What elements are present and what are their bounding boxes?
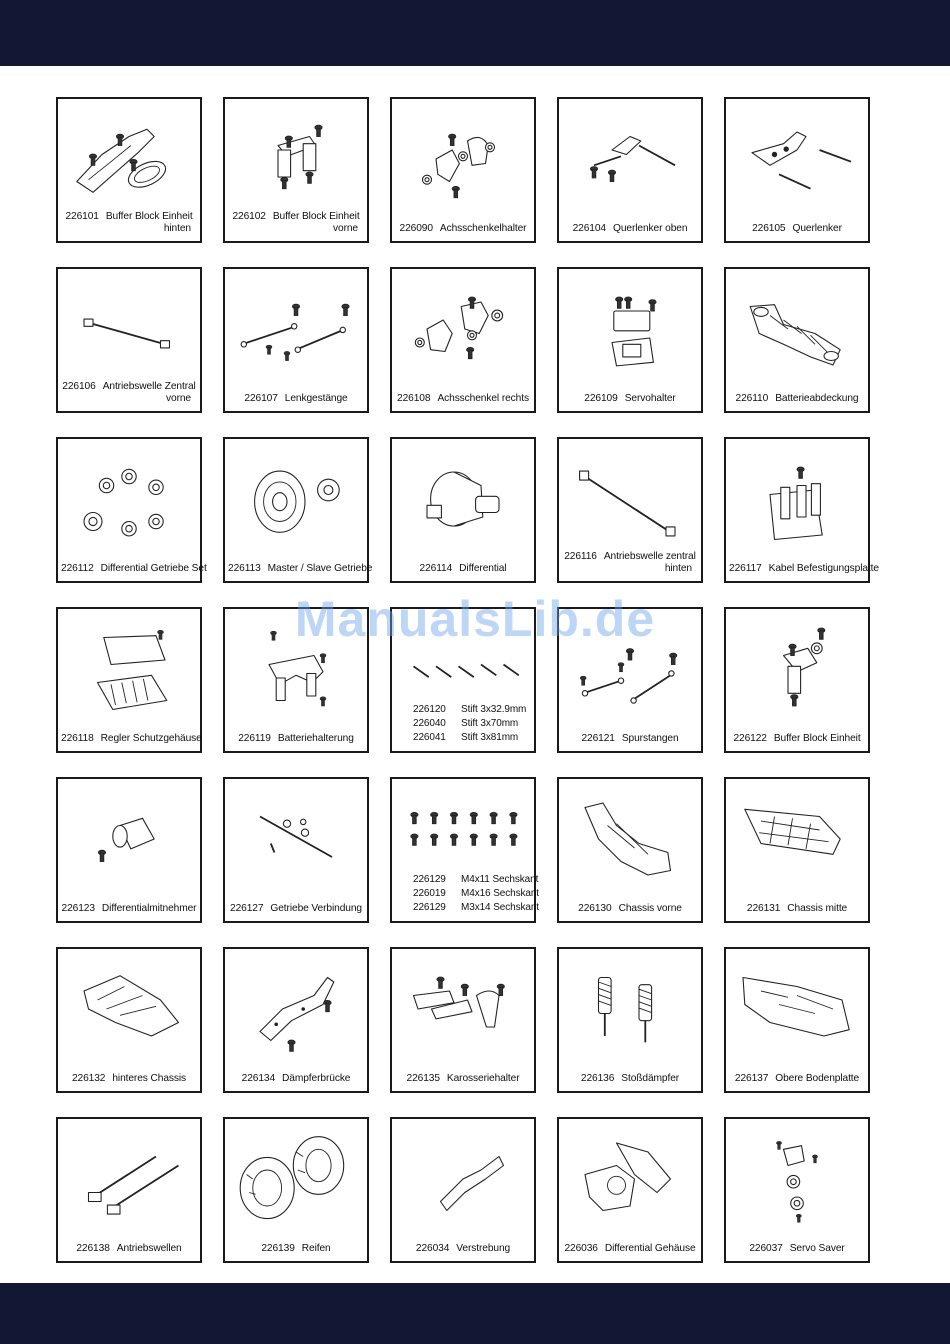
part-line: [562, 393, 698, 405]
part-caption: [228, 1243, 364, 1255]
part-cell: [56, 97, 202, 243]
part-number: 226034: [415, 1243, 450, 1254]
part-cell: [223, 267, 369, 413]
part-cell: [390, 777, 539, 923]
part-line: [228, 563, 373, 575]
diff-outdrive-icon: [66, 787, 192, 891]
steering-links-icon: [233, 277, 359, 381]
part-number: 226107: [244, 393, 278, 404]
part-name: Master / Slave Getriebe: [267, 563, 373, 574]
part-number: 226135: [406, 1073, 440, 1084]
part-line: [61, 1073, 197, 1085]
part-name: Achsschenkel rechts: [437, 393, 529, 404]
body-mounts-icon: [400, 957, 526, 1061]
part-caption: [395, 873, 539, 915]
part-number: 226137: [734, 1073, 769, 1084]
part-line: [61, 1243, 197, 1255]
part-number: 226130: [578, 903, 612, 914]
driveshaft-icon: [66, 277, 192, 381]
battery-holder-icon: [233, 617, 359, 721]
part-line: [228, 393, 364, 405]
part-cell: [390, 267, 536, 413]
part-line: [562, 903, 698, 915]
part-cell: [56, 1117, 202, 1263]
part-line: [562, 223, 698, 235]
part-cell: [223, 947, 369, 1093]
part-line: [395, 901, 539, 915]
upper-arm-icon: [567, 107, 693, 211]
part-number: 226112: [61, 563, 94, 574]
part-name-suffix: hinten: [163, 223, 191, 234]
part-number: 226120: [413, 704, 446, 715]
part-name: Karosseriehalter: [446, 1073, 520, 1084]
tie-rods-icon: [567, 617, 693, 721]
part-number: 226090: [399, 223, 433, 234]
knuckle-holder-icon: [400, 107, 526, 211]
part-cell: [557, 267, 703, 413]
part-caption: [395, 393, 531, 405]
part-name: Kabel Befestigungsplatte: [768, 563, 879, 574]
part-number: 226101: [65, 211, 99, 222]
part-caption: [729, 1073, 865, 1085]
part-name: hinteres Chassis: [112, 1073, 187, 1084]
part-number: 226122: [733, 733, 767, 744]
watermark: ManualsLib.de: [294, 591, 656, 647]
part-line: [61, 903, 197, 915]
part-cell: [223, 1117, 369, 1263]
part-caption: [61, 563, 207, 575]
part-cell: [724, 777, 870, 923]
servo-saver-icon: [734, 1127, 860, 1231]
part-number: 226118: [61, 733, 94, 744]
part-caption: [228, 1073, 364, 1085]
part-name: Buffer Block Einheit: [773, 733, 861, 744]
part-caption: [562, 1243, 698, 1255]
part-number: 226109: [584, 393, 618, 404]
part-cell: [223, 97, 369, 243]
part-caption: [729, 223, 865, 235]
part-number: 226134: [241, 1073, 276, 1084]
part-line: [729, 1073, 865, 1085]
part-caption: [562, 223, 698, 235]
part-number: 226110: [735, 393, 769, 404]
cable-plate-icon: [734, 447, 860, 551]
part-line: [228, 733, 364, 745]
part-line: [395, 717, 531, 731]
part-line: [228, 1073, 364, 1085]
buffer-block-front-icon: [233, 107, 359, 211]
part-caption: [729, 393, 865, 405]
part-cell: [390, 437, 536, 583]
part-name: Buffer Block Einheit: [272, 211, 360, 222]
servo-mount-icon: [567, 277, 693, 381]
part-name: Chassis mitte: [787, 903, 848, 914]
master-slave-gear-icon: [233, 447, 359, 551]
part-number: 226121: [581, 733, 615, 744]
part-line: [562, 1073, 698, 1085]
part-number: 226119: [238, 733, 271, 744]
part-name: Stift 3x70mm: [461, 718, 519, 729]
part-caption: [562, 551, 698, 575]
part-line: [61, 563, 207, 575]
part-line: [228, 903, 364, 915]
buffer-block-icon: [734, 617, 860, 721]
part-line: [395, 1073, 531, 1085]
footer-band: [0, 1283, 950, 1344]
part-cell: [390, 947, 536, 1093]
part-caption: [729, 1243, 865, 1255]
part-name: Differentialmitnehmer: [101, 903, 197, 914]
part-caption: [61, 381, 197, 405]
part-caption: [395, 1073, 531, 1085]
part-name: Obere Bodenplatte: [775, 1073, 860, 1084]
part-name: Antriebswelle zentral: [603, 551, 696, 562]
part-name: Servohalter: [624, 393, 676, 404]
part-number: 226037: [749, 1243, 783, 1254]
part-name: Dämpferbrücke: [282, 1073, 351, 1084]
part-number: 226127: [230, 903, 264, 914]
part-name: Antriebswelle Zentral: [102, 381, 196, 392]
part-cell: [56, 437, 207, 583]
part-caption: [61, 903, 197, 915]
chassis-rear-icon: [66, 957, 192, 1061]
part-line: [729, 563, 879, 575]
part-name: Batteriehalterung: [277, 733, 354, 744]
part-caption: [61, 211, 197, 235]
part-name: M4x16 Sechskant: [461, 888, 539, 899]
part-caption: [562, 733, 698, 745]
part-line: [61, 211, 197, 223]
shock-tower-icon: [233, 957, 359, 1061]
part-name-suffix: vorne: [333, 223, 358, 234]
part-name: Differential Getriebe Set: [100, 563, 207, 574]
part-caption: [228, 211, 364, 235]
parts-grid: [56, 97, 879, 1269]
part-caption: [729, 903, 865, 915]
part-number: 226116: [564, 551, 597, 562]
part-line: [395, 873, 539, 887]
upper-plate-icon: [734, 957, 860, 1061]
part-number: 226132: [71, 1073, 106, 1084]
part-line: [729, 1243, 865, 1255]
part-name-suffix: vorne: [166, 393, 191, 404]
battery-cover-icon: [734, 277, 860, 381]
part-number: 226104: [572, 223, 606, 234]
part-name: Regler Schutzgehäuse: [100, 733, 202, 744]
chassis-front-icon: [567, 787, 693, 891]
differential-icon: [400, 447, 526, 551]
part-cell: [557, 607, 703, 753]
part-name: Verstrebung: [456, 1243, 511, 1254]
part-caption: [228, 393, 364, 405]
part-name: Differential Gehäuse: [604, 1243, 696, 1254]
part-name: Lenkgestänge: [284, 393, 348, 404]
part-line: [729, 903, 865, 915]
part-caption: [562, 1073, 698, 1085]
brace-icon: [400, 1127, 526, 1231]
part-name: Differential: [459, 563, 507, 574]
part-caption: [228, 733, 364, 745]
part-cell: [390, 1117, 536, 1263]
part-caption: [395, 223, 531, 235]
part-name: Stift 3x81mm: [461, 732, 519, 743]
part-name: Achsschenkelhalter: [439, 223, 527, 234]
gear-shaft-icon: [233, 787, 359, 891]
part-number: 226117: [729, 563, 762, 574]
part-caption: [395, 1243, 531, 1255]
driveshaft-rear-icon: [567, 447, 693, 551]
part-line: [729, 393, 865, 405]
part-name: Getriebe Verbindung: [270, 903, 362, 914]
part-line: [228, 211, 364, 223]
part-number: 226114: [419, 563, 453, 574]
diff-gear-set-icon: [66, 447, 192, 551]
part-number: 226019: [413, 888, 446, 899]
part-line: [729, 223, 865, 235]
tires-icon: [233, 1127, 359, 1231]
part-name: Querlenker: [792, 223, 842, 234]
part-name: Antriebswellen: [116, 1243, 182, 1254]
part-cell: [56, 267, 202, 413]
part-line: [395, 887, 539, 901]
part-caption: [61, 1073, 197, 1085]
part-name: Reifen: [301, 1243, 331, 1254]
part-number: 226123: [61, 903, 95, 914]
part-cell: [557, 947, 703, 1093]
part-number: 226131: [746, 903, 781, 914]
part-name: Chassis vorne: [618, 903, 682, 914]
part-name: Servo Saver: [789, 1243, 845, 1254]
part-number: 226136: [580, 1073, 615, 1084]
part-caption: [61, 733, 202, 745]
part-caption: [562, 393, 698, 405]
part-cell: [724, 607, 870, 753]
knuckle-right-icon: [400, 277, 526, 381]
part-line: [729, 733, 865, 745]
part-number: 226129: [413, 874, 446, 885]
part-number: 226138: [76, 1243, 110, 1254]
buffer-block-rear-icon: [66, 107, 192, 211]
part-name: Batterieabdeckung: [775, 393, 859, 404]
part-name: Stift 3x32.9mm: [461, 704, 527, 715]
part-number: 226102: [232, 211, 266, 222]
part-line: [395, 703, 531, 717]
chassis-middle-icon: [734, 787, 860, 891]
part-caption: [562, 903, 698, 915]
part-number: 226036: [564, 1243, 598, 1254]
part-name: Stoßdämpfer: [621, 1073, 680, 1084]
part-cell: [557, 1117, 703, 1263]
part-caption: [228, 903, 364, 915]
part-line: [562, 1243, 698, 1255]
part-cell: [557, 437, 703, 583]
part-caption: [729, 733, 865, 745]
part-cell: [56, 607, 202, 753]
part-line: [395, 563, 531, 575]
part-cell: [724, 1117, 870, 1263]
part-line: [395, 1243, 531, 1255]
part-name: M4x11 Sechskant: [461, 874, 539, 885]
part-cell: [223, 437, 373, 583]
part-caption: [729, 563, 879, 575]
part-cell: [223, 777, 369, 923]
part-number: 226108: [397, 393, 431, 404]
part-line: [395, 223, 531, 235]
part-line: [395, 731, 531, 745]
shocks-icon: [567, 957, 693, 1061]
part-cell: [390, 97, 536, 243]
drive-shafts-icon: [66, 1127, 192, 1231]
part-name: M3x14 Sechskant: [461, 902, 539, 913]
part-name: Querlenker oben: [613, 223, 688, 234]
part-cell: [724, 437, 879, 583]
part-line: [61, 733, 202, 745]
diff-housing-icon: [567, 1127, 693, 1231]
part-number: 226106: [62, 381, 96, 392]
part-line: [228, 1243, 364, 1255]
lower-arm-icon: [734, 107, 860, 211]
part-cell: [557, 97, 703, 243]
part-number: 226041: [413, 732, 446, 743]
part-number: 226040: [413, 718, 446, 729]
part-caption: [395, 703, 531, 745]
part-caption: [61, 1243, 197, 1255]
esc-case-icon: [66, 617, 192, 721]
part-number: 226129: [413, 902, 446, 913]
header-band: [0, 0, 950, 66]
part-line: [562, 551, 698, 563]
part-number: 226113: [228, 563, 261, 574]
part-line: [395, 393, 531, 405]
part-line: [562, 733, 698, 745]
part-name-suffix: hinten: [664, 563, 692, 574]
part-cell: [56, 947, 202, 1093]
part-number: 226105: [752, 223, 786, 234]
part-line: [61, 381, 197, 393]
part-caption: [228, 563, 373, 575]
part-caption: [395, 563, 531, 575]
part-cell: [557, 777, 703, 923]
part-cell: [724, 97, 870, 243]
part-number: 226139: [261, 1243, 295, 1254]
part-cell: [223, 607, 369, 753]
part-name: Buffer Block Einheit: [105, 211, 193, 222]
part-cell: [724, 267, 870, 413]
part-cell: [56, 777, 202, 923]
part-cell: [390, 607, 536, 753]
part-cell: [724, 947, 870, 1093]
part-name: Spurstangen: [621, 733, 679, 744]
